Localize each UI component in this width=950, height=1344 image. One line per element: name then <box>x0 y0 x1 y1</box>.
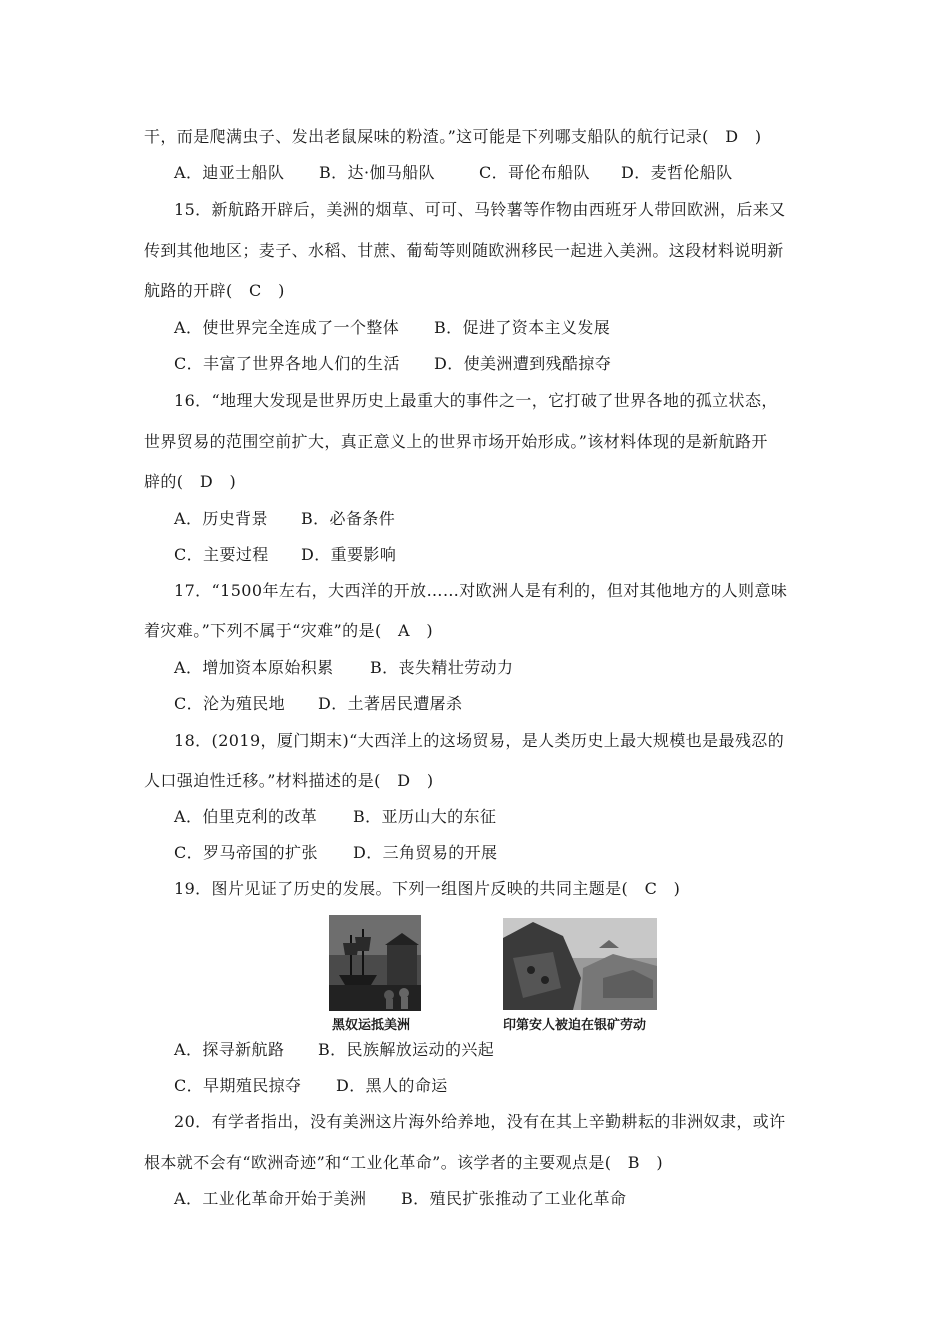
q19-stem-line: 19．图片见证了历史的发展。下列一组图片反映的共同主题是( C ) <box>174 879 681 898</box>
q17-stem-line-1: 17．“1500年左右，大西洋的开放……对欧洲人是有利的，但对其他地方的人则意味 <box>174 581 788 600</box>
q16-option-d: D．重要影响 <box>301 545 397 564</box>
q16-stem-line-2: 世界贸易的范围空前扩大，真正意义上的世界市场开始形成。”该材料体现的是新航路开 <box>144 432 768 451</box>
q15-option-a: A．使世界完全连成了一个整体 <box>174 318 400 337</box>
q14-option-a: A．迪亚士船队 <box>174 163 285 182</box>
q16-stem-line-1: 16．“地理大发现是世界历史上最重大的事件之一，它打破了世界各地的孤立状态， <box>174 391 778 410</box>
figure-caption-2: 印第安人被迫在银矿劳动 <box>503 1018 647 1033</box>
q14-option-d: D．麦哲伦船队 <box>621 163 733 182</box>
q14-option-c: C．哥伦布船队 <box>479 163 591 182</box>
q15-stem-line-2: 传到其他地区；麦子、水稻、甘蔗、葡萄等则随欧洲移民一起进入美洲。这段材料说明新 <box>144 241 784 260</box>
q18-option-d: D．三角贸易的开展 <box>353 843 498 862</box>
q16-option-b: B．必备条件 <box>301 509 396 528</box>
q17-option-c: C．沦为殖民地 <box>174 694 286 713</box>
q15-option-b: B．促进了资本主义发展 <box>434 318 611 337</box>
q18-stem-line-2: 人口强迫性迁移。”材料描述的是( D ) <box>144 771 434 790</box>
q18-option-a: A．伯里克利的改革 <box>174 807 318 826</box>
q16-stem-line-3: 辟的( D ) <box>144 472 237 491</box>
q16-option-c: C．主要过程 <box>174 545 269 564</box>
q15-option-c: C．丰富了世界各地人们的生活 <box>174 354 400 373</box>
q18-stem-line-1: 18．(2019，厦门期末)“大西洋上的这场贸易，是人类历史上最大规模也是最残忍的 <box>174 731 785 750</box>
q17-option-d: D．土著居民遭屠杀 <box>318 694 463 713</box>
q17-option-b: B．丧失精壮劳动力 <box>370 658 514 677</box>
q20-option-b: B．殖民扩张推动了工业化革命 <box>401 1189 627 1208</box>
q19-option-b: B．民族解放运动的兴起 <box>318 1040 495 1059</box>
q17-option-a: A．增加资本原始积累 <box>174 658 334 677</box>
figure-caption-1: 黑奴运抵美洲 <box>332 1018 411 1033</box>
q20-stem-line-2: 根本就不会有“欧洲奇迹”和“工业化革命”。该学者的主要观点是( B ) <box>144 1153 663 1172</box>
q19-option-a: A．探寻新航路 <box>174 1040 285 1059</box>
q18-option-b: B．亚历山大的东征 <box>353 807 497 826</box>
q16-option-a: A．历史背景 <box>174 509 268 528</box>
q14-option-b: B．达·伽马船队 <box>319 163 436 182</box>
q18-option-c: C．罗马帝国的扩张 <box>174 843 318 862</box>
silver-mine-illustration <box>503 918 657 1010</box>
q20-option-a: A．工业化革命开始于美洲 <box>174 1189 367 1208</box>
q14-stem-line: 干，而是爬满虫子、发出老鼠屎味的粉渣。”这可能是下列哪支船队的航行记录( D ) <box>144 127 762 146</box>
q15-stem-line-1: 15．新航路开辟后，美洲的烟草、可可、马铃薯等作物由西班牙人带回欧洲，后来又 <box>174 200 786 219</box>
ship-icon <box>329 915 421 1011</box>
q20-stem-line-1: 20．有学者指出，没有美洲这片海外给养地，没有在其上辛勤耕耘的非洲奴隶，或许 <box>174 1112 786 1131</box>
q15-stem-line-3: 航路的开辟( C ) <box>144 281 285 300</box>
q15-option-d: D．使美洲遭到残酷掠夺 <box>434 354 612 373</box>
q17-stem-line-2: 着灾难。”下列不属于“灾难”的是( A ) <box>144 621 433 640</box>
q19-option-d: D．黑人的命运 <box>336 1076 448 1095</box>
slave-ship-illustration <box>329 915 421 1011</box>
mountain-icon <box>503 918 657 1010</box>
q19-option-c: C．早期殖民掠夺 <box>174 1076 302 1095</box>
